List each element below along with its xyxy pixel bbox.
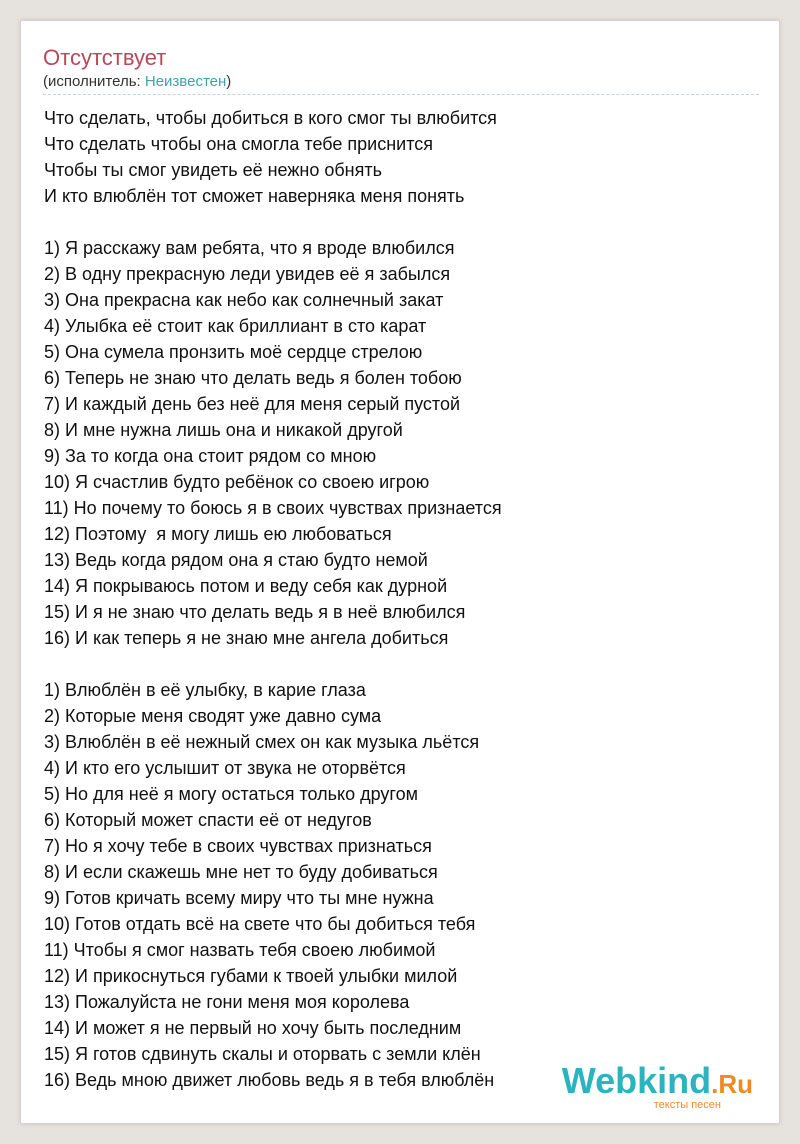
lyric-line: 10) Я счастлив будто ребёнок со своею игрою — [44, 472, 430, 492]
artist-prefix: (исполнитель: — [43, 73, 145, 90]
lyric-line: 16) Ведь мною движет любовь ведь я в тебя влюблён — [44, 1070, 495, 1090]
lyric-line: 14) И может я не первый но хочу быть последним — [44, 1018, 462, 1038]
webkind-logo[interactable] — [562, 1062, 753, 1111]
lyric-line: 7) Но я хочу тебе в своих чувствах признаться — [44, 836, 432, 856]
lyric-line: 4) Улыбка её стоит как бриллиант в сто карат — [44, 316, 427, 336]
lyric-line: 9) За то когда она стоит рядом со мною — [44, 446, 377, 466]
lyric-line: 1) Влюблён в её улыбку, в карие глаза — [44, 680, 366, 700]
lyric-line: 14) Я покрываюсь потом и веду себя как дурной — [44, 576, 448, 596]
stanza-gap — [44, 209, 502, 235]
lyrics-sheet — [20, 20, 780, 1124]
logo-wordmark — [562, 1062, 753, 1103]
lyrics-verse-1 — [44, 235, 502, 651]
lyric-line: 13) Ведь когда рядом она я стаю будто немой — [44, 550, 428, 570]
lyric-line: Что сделать, чтобы добиться в кого смог ты влюбится — [44, 108, 497, 128]
lyric-line: 3) Влюблён в её нежный смех он как музыка льётся — [44, 732, 480, 752]
lyrics-intro — [44, 105, 502, 209]
lyric-line: 12) Поэтому я могу лишь ею любоваться — [44, 524, 392, 544]
artist-line — [43, 73, 231, 91]
lyric-line: 6) Который может спасти её от недугов — [44, 810, 372, 830]
logo-tagline: тексты песен — [653, 1099, 721, 1111]
title-divider — [43, 94, 759, 95]
song-title: Отсутствует — [43, 45, 167, 70]
lyric-line: 2) В одну прекрасную леди увидев её я забылся — [44, 264, 451, 284]
artist-name-link[interactable]: Неизвестен — [144, 73, 227, 90]
lyric-line: 15) И я не знаю что делать ведь я в неё влюбился — [44, 602, 466, 622]
lyric-line: 16) И как теперь я не знаю мне ангела добиться — [44, 628, 449, 648]
lyric-line: 3) Она прекрасна как небо как солнечный закат — [44, 290, 444, 310]
lyric-line: 6) Теперь не знаю что делать ведь я болен тобою — [44, 368, 462, 388]
lyrics-body — [44, 105, 502, 1093]
lyrics-verse-2 — [44, 677, 502, 1093]
lyric-line: 10) Готов отдать всё на свете что бы добиться тебя — [44, 914, 476, 934]
lyric-line: 9) Готов кричать всему миру что ты мне нужна — [44, 888, 434, 908]
lyric-line: 8) И если скажешь мне нет то буду добиваться — [44, 862, 438, 882]
lyric-line: 12) И прикоснуться губами к твоей улыбки милой — [44, 966, 458, 986]
lyric-line: 4) И кто его услышит от звука не оторвётся — [44, 758, 406, 778]
lyric-line: Что сделать чтобы она смогла тебе приснится — [44, 134, 433, 154]
lyric-line: 13) Пожалуйста не гони меня моя королева — [44, 992, 410, 1012]
logo-tld: .Ru — [711, 1069, 753, 1099]
lyric-line: И кто влюблён тот сможет наверняка меня понять — [44, 186, 465, 206]
lyric-line: 11) Чтобы я смог назвать тебя своею любимой — [44, 940, 436, 960]
lyric-line: Чтобы ты смог увидеть её нежно обнять — [44, 160, 382, 180]
lyric-line: 2) Которые меня сводят уже давно сума — [44, 706, 382, 726]
lyric-line: 1) Я расскажу вам ребята, что я вроде влюбился — [44, 238, 455, 258]
artist-suffix: ) — [226, 73, 232, 90]
stanza-gap — [44, 651, 502, 677]
logo-main-text: Webkind — [561, 1060, 712, 1101]
lyric-line: 8) И мне нужна лишь она и никакой другой — [44, 420, 403, 440]
lyric-line: 7) И каждый день без неё для меня серый пустой — [44, 394, 461, 414]
lyric-line: 5) Она сумела пронзить моё сердце стрелою — [44, 342, 423, 362]
lyric-line: 5) Но для неё я могу остаться только другом — [44, 784, 418, 804]
lyric-line: 15) Я готов сдвинуть скалы и оторвать с земли клён — [44, 1044, 481, 1064]
lyric-line: 11) Но почему то боюсь я в своих чувствах признается — [44, 498, 502, 518]
